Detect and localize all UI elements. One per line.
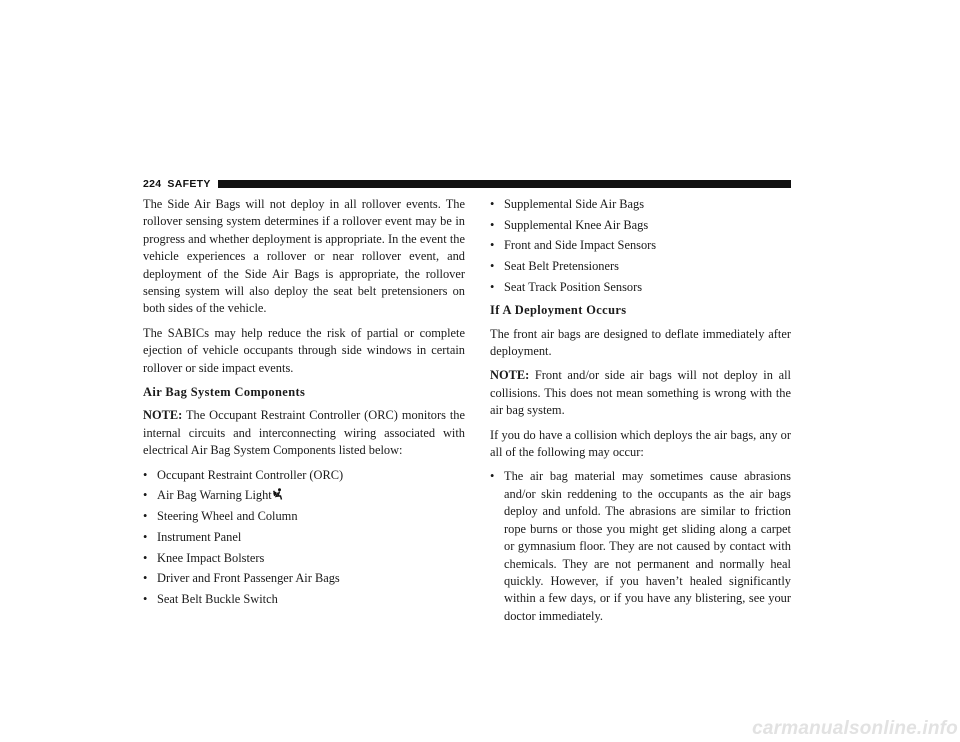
note-not-deploy <box>490 367 791 419</box>
paragraph-deflate: The front air bags are designed to deflate immediately after deployment. <box>490 326 791 359</box>
bullet: • <box>143 591 148 606</box>
watermark: carmanualsonline.info <box>752 718 958 739</box>
list-item <box>143 487 465 504</box>
list-item <box>490 217 791 234</box>
list-item <box>143 529 465 546</box>
bullet: • <box>143 467 148 482</box>
list-item-text: Seat Belt Pretensioners <box>504 259 619 274</box>
bullet: • <box>490 469 495 484</box>
list-item-text: Occupant Restraint Controller (ORC) <box>157 467 344 482</box>
list-item-text: Supplemental Side Air Bags <box>504 197 645 211</box>
heading-deployment: If A Deployment Occurs <box>490 303 627 318</box>
list-item-text: Steering Wheel and Column <box>157 509 298 524</box>
note-label: NOTE: <box>143 408 183 423</box>
list-item <box>490 279 791 296</box>
bullet: • <box>490 197 495 211</box>
note-text: The Occupant Restraint Controller (ORC) monitors the internal circuits and interconnecting wiring associated with electrical Air Bag System Components listed below: <box>143 408 465 458</box>
heading-air-bag-components: Air Bag System Components <box>143 385 306 400</box>
bullet: • <box>490 279 495 294</box>
list-item <box>490 468 791 625</box>
list-item-text: Instrument Panel <box>157 529 242 544</box>
left-column <box>143 196 465 614</box>
list-item-text: Air Bag Warning Light <box>157 488 272 503</box>
note-text: Front and/or side air bags will not deploy in all collisions. This does not mean something is wrong with the air bag system. <box>490 368 791 418</box>
list-item <box>143 591 465 608</box>
list-item <box>490 258 791 275</box>
note-label: NOTE: <box>490 368 530 383</box>
list-item-text: Front and Side Impact Sensors <box>504 238 657 253</box>
list-item-text: Supplemental Knee Air Bags <box>504 217 649 232</box>
bullet: • <box>490 238 495 253</box>
bullet: • <box>143 509 148 524</box>
right-column <box>490 196 791 631</box>
bullet: • <box>143 488 148 503</box>
bullet: • <box>490 217 495 232</box>
list-item-text: Knee Impact Bolsters <box>157 550 265 565</box>
list-item-text: Seat Belt Buckle Switch <box>157 591 278 606</box>
effects-list <box>490 468 791 625</box>
page-header <box>143 178 791 190</box>
paragraph-sabics: The SABICs may help reduce the risk of partial or complete ejection of vehicle occupants through side windows in certain rollover or side impact events. <box>143 325 465 375</box>
bullet: • <box>490 259 495 274</box>
list-item-text: Driver and Front Passenger Air Bags <box>157 571 340 586</box>
note-orc <box>143 407 465 459</box>
bullet: • <box>143 550 148 565</box>
page-number: 224 <box>143 178 162 190</box>
component-list-continued <box>490 196 791 296</box>
list-item <box>143 570 465 587</box>
airbag-warning-icon <box>273 488 283 500</box>
list-item-text: The air bag material may sometimes cause abrasions and/or skin reddening to the occupants as the air bags deploy and unfold. The abrasions are similar to friction rope burns or those you might get sliding along a carpet or gymnasium floor. They are not caused by contact with chemicals. They are not permanent and normally heal quickly. However, if you haven’t healed significantly within a few days, or if you have any blistering, see your doctor immediately. <box>504 469 791 623</box>
bullet: • <box>143 529 148 544</box>
list-item <box>490 196 791 213</box>
header-rule <box>218 180 791 188</box>
paragraph-side-air-bags: The Side Air Bags will not deploy in all rollover events. The rollover sensing system determines if a rollover event may be in progress and whether deployment is appropriate. In the event the vehicle experiences a rollover or near rollover event, and deployment of the Side Air Bags is appropriate, the rollover sensing system will also deploy the seat belt pretensioners on both sides of the vehicle. <box>143 197 465 316</box>
list-item <box>143 508 465 525</box>
bullet: • <box>143 571 148 586</box>
list-item <box>143 467 465 484</box>
list-item <box>143 550 465 567</box>
list-item-text: Seat Track Position Sensors <box>504 279 643 294</box>
section-title: SAFETY <box>167 178 211 190</box>
component-list <box>143 467 465 609</box>
paragraph-collision: If you do have a collision which deploys the air bags, any or all of the following may occur: <box>490 427 791 460</box>
list-item <box>490 237 791 254</box>
